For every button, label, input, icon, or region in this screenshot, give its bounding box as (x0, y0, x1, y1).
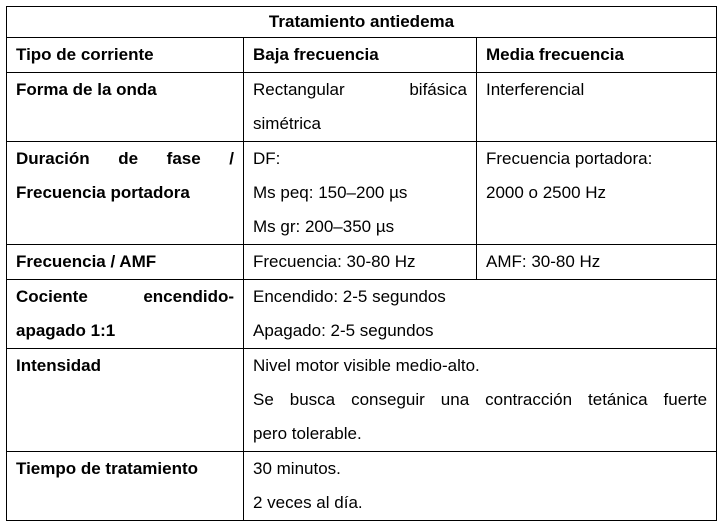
cell-line: Ms peq: 150–200 µs (253, 183, 408, 202)
table-row-intensidad (7, 349, 717, 452)
cell-line: Rectangular bifásica (253, 80, 467, 99)
cell-line: Se busca conseguir una contracción tetánica fuerte (253, 390, 708, 409)
cell-line: Ms gr: 200–350 µs (253, 217, 395, 236)
cell-cociente-value (244, 280, 717, 349)
table-title-row (7, 7, 717, 38)
table-header-row (7, 38, 717, 73)
row-label-intensidad: Intensidad (7, 349, 244, 452)
cell-line: 2 veces al día. (253, 493, 363, 512)
cell-line: Encendido: 2-5 segundos (253, 287, 446, 306)
cell-line: Nivel motor visible medio-alto. (253, 356, 480, 375)
row-label-tiempo: Tiempo de tratamiento (7, 452, 244, 521)
table-row-cociente (7, 280, 717, 349)
row-label-frecuencia: Frecuencia / AMF (7, 245, 244, 280)
table-row-duracion (7, 142, 717, 245)
cell-forma-media (477, 73, 717, 142)
cell-line: Frecuencia portadora: (486, 149, 653, 168)
table-row-frecuencia (7, 245, 717, 280)
cell-frecuencia-media: AMF: 30-80 Hz (477, 245, 717, 280)
cell-frecuencia-baja: Frecuencia: 30-80 Hz (244, 245, 477, 280)
label-line: apagado 1:1 (16, 321, 116, 340)
cell-forma-baja (244, 73, 477, 142)
cell-line: Apagado: 2-5 segundos (253, 321, 434, 340)
header-tipo-de-corriente: Tipo de corriente (7, 38, 244, 73)
cell-line: DF: (253, 149, 281, 168)
header-media-frecuencia: Media frecuencia (477, 38, 717, 73)
cell-line: 30 minutos. (253, 459, 341, 478)
label-line: Cociente encendido- (16, 287, 234, 306)
cell-intensidad-value (244, 349, 717, 452)
cell-line: pero tolerable. (253, 424, 362, 443)
row-label-cociente (7, 280, 244, 349)
row-label-forma: Forma de la onda (7, 73, 244, 142)
row-label-duracion (7, 142, 244, 245)
cell-line: Interferencial (486, 80, 585, 99)
table-title: Tratamiento antiedema (7, 7, 717, 38)
cell-duracion-media (477, 142, 717, 245)
label-line: Duración de fase / (16, 149, 234, 168)
table-row-forma (7, 73, 717, 142)
label-line: Frecuencia portadora (16, 183, 190, 202)
header-baja-frecuencia: Baja frecuencia (244, 38, 477, 73)
cell-duracion-baja (244, 142, 477, 245)
table-row-tiempo (7, 452, 717, 521)
treatment-table (6, 6, 717, 521)
cell-line: simétrica (253, 114, 322, 133)
cell-tiempo-value (244, 452, 717, 521)
cell-line: 2000 o 2500 Hz (486, 183, 607, 202)
